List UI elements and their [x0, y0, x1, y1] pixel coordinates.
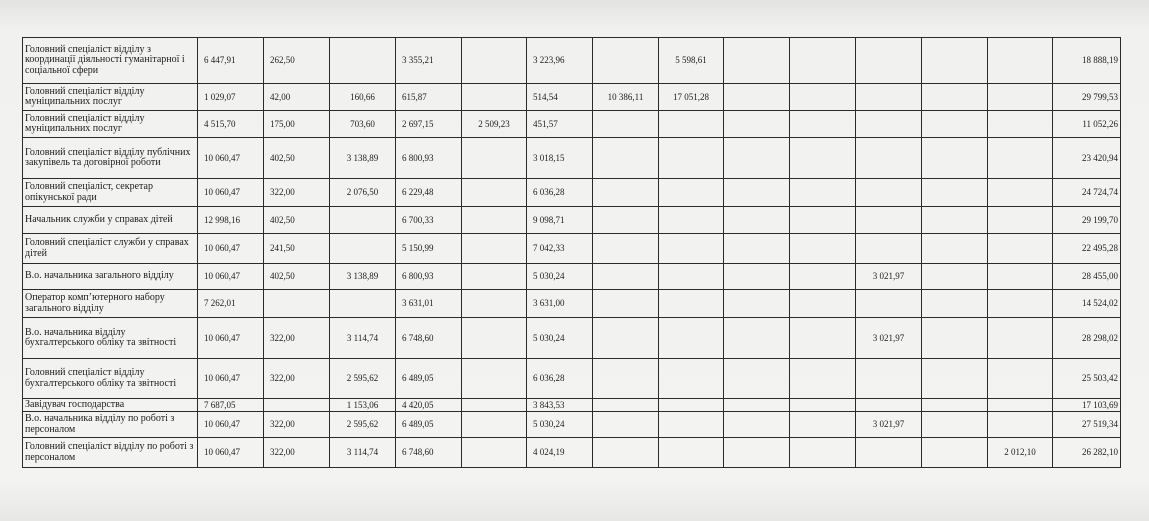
amount-cell: [462, 179, 527, 207]
amount-cell: [922, 207, 988, 234]
amount-cell: [593, 207, 659, 234]
amount-cell: [593, 179, 659, 207]
position-cell: Завідувач господарства: [23, 399, 198, 412]
amount-cell: 10 060,47: [198, 234, 264, 264]
table-row: [23, 111, 1121, 138]
amount-cell: [988, 412, 1053, 438]
amount-cell: [659, 111, 724, 138]
amount-cell: 2 076,50: [330, 179, 396, 207]
table-row: [23, 138, 1121, 179]
total-cell: 28 298,02: [1053, 318, 1121, 359]
amount-cell: [922, 359, 988, 399]
amount-cell: [790, 38, 856, 84]
amount-cell: [462, 84, 527, 111]
amount-cell: [988, 138, 1053, 179]
amount-cell: [922, 111, 988, 138]
amount-cell: [659, 138, 724, 179]
amount-cell: 703,60: [330, 111, 396, 138]
amount-cell: [790, 207, 856, 234]
amount-cell: [724, 84, 790, 111]
amount-cell: [462, 138, 527, 179]
amount-cell: [922, 138, 988, 179]
amount-cell: [462, 38, 527, 84]
total-cell: 29 199,70: [1053, 207, 1121, 234]
amount-cell: [790, 264, 856, 290]
amount-cell: 7 687,05: [198, 399, 264, 412]
table-row: [23, 318, 1121, 359]
position-cell: Головний спеціаліст, секретар опікунської ради: [23, 179, 198, 207]
amount-cell: 7 042,33: [527, 234, 593, 264]
amount-cell: [856, 111, 922, 138]
payroll-rows: [23, 38, 1121, 468]
amount-cell: [856, 207, 922, 234]
amount-cell: [856, 290, 922, 318]
amount-cell: [462, 290, 527, 318]
amount-cell: [593, 412, 659, 438]
amount-cell: [724, 264, 790, 290]
table-row: [23, 264, 1121, 290]
amount-cell: [462, 438, 527, 468]
amount-cell: 3 138,89: [330, 264, 396, 290]
amount-cell: [988, 179, 1053, 207]
amount-cell: 6 036,28: [527, 179, 593, 207]
amount-cell: [922, 399, 988, 412]
amount-cell: [264, 290, 330, 318]
table-row: [23, 207, 1121, 234]
amount-cell: 10 060,47: [198, 318, 264, 359]
amount-cell: [856, 399, 922, 412]
amount-cell: [724, 399, 790, 412]
amount-cell: 514,54: [527, 84, 593, 111]
amount-cell: [724, 179, 790, 207]
amount-cell: [659, 234, 724, 264]
table-row: [23, 84, 1121, 111]
amount-cell: [330, 234, 396, 264]
amount-cell: 4 024,19: [527, 438, 593, 468]
amount-cell: 3 021,97: [856, 318, 922, 359]
amount-cell: 322,00: [264, 359, 330, 399]
amount-cell: 175,00: [264, 111, 330, 138]
amount-cell: [659, 207, 724, 234]
position-cell: В.о. начальника загального відділу: [23, 264, 198, 290]
amount-cell: 3 355,21: [396, 38, 462, 84]
amount-cell: 4 515,70: [198, 111, 264, 138]
amount-cell: [724, 318, 790, 359]
amount-cell: [790, 138, 856, 179]
amount-cell: [593, 290, 659, 318]
amount-cell: [922, 290, 988, 318]
amount-cell: [724, 38, 790, 84]
total-cell: 23 420,94: [1053, 138, 1121, 179]
amount-cell: 3 631,01: [396, 290, 462, 318]
amount-cell: [988, 264, 1053, 290]
amount-cell: 10 060,47: [198, 438, 264, 468]
amount-cell: [790, 318, 856, 359]
amount-cell: [724, 412, 790, 438]
amount-cell: 10 060,47: [198, 138, 264, 179]
amount-cell: [330, 290, 396, 318]
amount-cell: 3 138,89: [330, 138, 396, 179]
amount-cell: [988, 38, 1053, 84]
amount-cell: [856, 234, 922, 264]
amount-cell: [922, 84, 988, 111]
amount-cell: 241,50: [264, 234, 330, 264]
amount-cell: 402,50: [264, 138, 330, 179]
position-cell: В.о. начальника відділу по роботі з персоналом: [23, 412, 198, 438]
amount-cell: 322,00: [264, 318, 330, 359]
amount-cell: 3 843,53: [527, 399, 593, 412]
total-cell: 26 282,10: [1053, 438, 1121, 468]
amount-cell: 3 114,74: [330, 318, 396, 359]
amount-cell: 402,50: [264, 207, 330, 234]
amount-cell: [856, 359, 922, 399]
amount-cell: [790, 111, 856, 138]
amount-cell: [462, 359, 527, 399]
amount-cell: 6 447,91: [198, 38, 264, 84]
amount-cell: [264, 399, 330, 412]
amount-cell: [593, 38, 659, 84]
amount-cell: [988, 207, 1053, 234]
position-cell: Головний спеціаліст відділу бухгалтерського обліку та звітності: [23, 359, 198, 399]
amount-cell: 160,66: [330, 84, 396, 111]
amount-cell: 10 060,47: [198, 359, 264, 399]
amount-cell: 5 030,24: [527, 264, 593, 290]
amount-cell: [659, 438, 724, 468]
amount-cell: [659, 318, 724, 359]
total-cell: 18 888,19: [1053, 38, 1121, 84]
amount-cell: [330, 207, 396, 234]
position-cell: Оператор комп’ютерного набору загального відділу: [23, 290, 198, 318]
total-cell: 27 519,34: [1053, 412, 1121, 438]
amount-cell: [724, 111, 790, 138]
amount-cell: [790, 234, 856, 264]
position-cell: Головний спеціаліст відділу публічних закупівель та договірної роботи: [23, 138, 198, 179]
amount-cell: [462, 207, 527, 234]
amount-cell: 3 223,96: [527, 38, 593, 84]
amount-cell: [790, 84, 856, 111]
amount-cell: [922, 438, 988, 468]
amount-cell: [724, 438, 790, 468]
amount-cell: [593, 111, 659, 138]
table-row: [23, 359, 1121, 399]
amount-cell: 42,00: [264, 84, 330, 111]
amount-cell: [922, 412, 988, 438]
amount-cell: 2 595,62: [330, 412, 396, 438]
amount-cell: [922, 264, 988, 290]
amount-cell: 10 386,11: [593, 84, 659, 111]
amount-cell: 1 153,06: [330, 399, 396, 412]
total-cell: 17 103,69: [1053, 399, 1121, 412]
amount-cell: [856, 138, 922, 179]
amount-cell: [988, 111, 1053, 138]
amount-cell: 6 700,33: [396, 207, 462, 234]
amount-cell: [593, 399, 659, 412]
amount-cell: [790, 412, 856, 438]
amount-cell: [659, 179, 724, 207]
amount-cell: [724, 234, 790, 264]
amount-cell: [724, 359, 790, 399]
amount-cell: [462, 318, 527, 359]
amount-cell: [593, 318, 659, 359]
amount-cell: [659, 290, 724, 318]
total-cell: 25 503,42: [1053, 359, 1121, 399]
amount-cell: [988, 359, 1053, 399]
payroll-table: [22, 37, 1121, 468]
total-cell: 11 052,26: [1053, 111, 1121, 138]
amount-cell: [856, 179, 922, 207]
amount-cell: [724, 207, 790, 234]
amount-cell: 7 262,01: [198, 290, 264, 318]
amount-cell: 3 631,00: [527, 290, 593, 318]
amount-cell: [856, 84, 922, 111]
table-row: [23, 234, 1121, 264]
amount-cell: [593, 438, 659, 468]
amount-cell: [659, 399, 724, 412]
table-row: [23, 290, 1121, 318]
amount-cell: 6 229,48: [396, 179, 462, 207]
amount-cell: 402,50: [264, 264, 330, 290]
position-cell: Головний спеціаліст відділу муніципальних послуг: [23, 111, 198, 138]
position-cell: Головний спеціаліст відділу по роботі з персоналом: [23, 438, 198, 468]
amount-cell: 5 598,61: [659, 38, 724, 84]
table-row: [23, 412, 1121, 438]
table-row: [23, 38, 1121, 84]
amount-cell: [988, 234, 1053, 264]
amount-cell: [856, 38, 922, 84]
amount-cell: [790, 399, 856, 412]
amount-cell: [724, 290, 790, 318]
total-cell: 29 799,53: [1053, 84, 1121, 111]
table-row: [23, 438, 1121, 468]
amount-cell: [988, 399, 1053, 412]
amount-cell: [659, 359, 724, 399]
amount-cell: [462, 412, 527, 438]
amount-cell: 4 420,05: [396, 399, 462, 412]
amount-cell: [462, 399, 527, 412]
amount-cell: [790, 290, 856, 318]
amount-cell: 2 595,62: [330, 359, 396, 399]
amount-cell: 5 030,24: [527, 412, 593, 438]
amount-cell: 2 697,15: [396, 111, 462, 138]
amount-cell: 322,00: [264, 412, 330, 438]
amount-cell: 6 489,05: [396, 359, 462, 399]
amount-cell: [593, 359, 659, 399]
table-row: [23, 399, 1121, 412]
amount-cell: 10 060,47: [198, 264, 264, 290]
position-cell: Головний спеціаліст відділу з координації діяльності гуманітарної і соціальної сфери: [23, 38, 198, 84]
amount-cell: [659, 412, 724, 438]
amount-cell: [922, 318, 988, 359]
amount-cell: 17 051,28: [659, 84, 724, 111]
amount-cell: 262,50: [264, 38, 330, 84]
amount-cell: 6 489,05: [396, 412, 462, 438]
amount-cell: [593, 234, 659, 264]
total-cell: 14 524,02: [1053, 290, 1121, 318]
amount-cell: 451,57: [527, 111, 593, 138]
amount-cell: [922, 38, 988, 84]
amount-cell: 6 748,60: [396, 438, 462, 468]
amount-cell: [790, 438, 856, 468]
amount-cell: 3 018,15: [527, 138, 593, 179]
amount-cell: 2 509,23: [462, 111, 527, 138]
amount-cell: [922, 234, 988, 264]
amount-cell: [856, 438, 922, 468]
amount-cell: 6 748,60: [396, 318, 462, 359]
position-cell: Головний спеціаліст відділу муніципальних послуг: [23, 84, 198, 111]
total-cell: 22 495,28: [1053, 234, 1121, 264]
amount-cell: [593, 138, 659, 179]
total-cell: 24 724,74: [1053, 179, 1121, 207]
amount-cell: [988, 84, 1053, 111]
amount-cell: 6 800,93: [396, 264, 462, 290]
amount-cell: 12 998,16: [198, 207, 264, 234]
amount-cell: 5 150,99: [396, 234, 462, 264]
amount-cell: 9 098,71: [527, 207, 593, 234]
amount-cell: [462, 264, 527, 290]
amount-cell: 3 021,97: [856, 412, 922, 438]
amount-cell: 10 060,47: [198, 179, 264, 207]
amount-cell: [659, 264, 724, 290]
amount-cell: 3 021,97: [856, 264, 922, 290]
amount-cell: 3 114,74: [330, 438, 396, 468]
amount-cell: [724, 138, 790, 179]
amount-cell: 322,00: [264, 438, 330, 468]
amount-cell: 1 029,07: [198, 84, 264, 111]
amount-cell: [593, 264, 659, 290]
amount-cell: [988, 318, 1053, 359]
amount-cell: [790, 359, 856, 399]
total-cell: 28 455,00: [1053, 264, 1121, 290]
amount-cell: 2 012,10: [988, 438, 1053, 468]
position-cell: Начальник служби у справах дітей: [23, 207, 198, 234]
amount-cell: 6 800,93: [396, 138, 462, 179]
amount-cell: [988, 290, 1053, 318]
position-cell: В.о. начальника відділу бухгалтерського обліку та звітності: [23, 318, 198, 359]
position-cell: Головний спеціаліст служби у справах дітей: [23, 234, 198, 264]
amount-cell: 6 036,28: [527, 359, 593, 399]
amount-cell: 5 030,24: [527, 318, 593, 359]
table-row: [23, 179, 1121, 207]
amount-cell: 10 060,47: [198, 412, 264, 438]
amount-cell: 322,00: [264, 179, 330, 207]
amount-cell: [330, 38, 396, 84]
amount-cell: [790, 179, 856, 207]
amount-cell: [922, 179, 988, 207]
amount-cell: 615,87: [396, 84, 462, 111]
amount-cell: [462, 234, 527, 264]
